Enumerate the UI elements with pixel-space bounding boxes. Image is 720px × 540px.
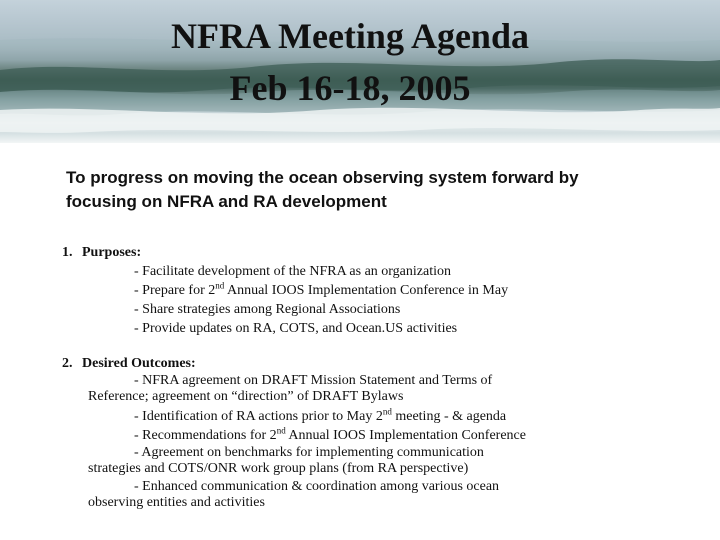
outcome-item: - NFRA agreement on DRAFT Mission Statement and Terms of Reference; agreement on “direction” of DRAFT Bylaws bbox=[88, 373, 493, 404]
agenda-goal-line-2: focusing on NFRA and RA development bbox=[66, 192, 387, 211]
agenda-goal bbox=[66, 166, 686, 214]
section-heading bbox=[62, 355, 702, 373]
section-title: Desired Outcomes: bbox=[82, 356, 196, 371]
section-title: Purposes: bbox=[82, 245, 142, 260]
purpose-item: - Share strategies among Regional Associations bbox=[134, 302, 401, 317]
meeting-dates: Feb 16-18, 2005 bbox=[229, 68, 471, 108]
purpose-item: - Provide updates on RA, COTS, and Ocean.US activities bbox=[134, 321, 458, 336]
section-number: 2. bbox=[62, 356, 73, 371]
agenda-goal-line-1: To progress on moving the ocean observing system forward by bbox=[66, 168, 579, 187]
section-heading bbox=[62, 244, 702, 262]
purpose-item: - Prepare for 2nd Annual IOOS Implementation Conference in May bbox=[134, 280, 509, 298]
outcome-item: - Identification of RA actions prior to May 2nd meeting - & agenda bbox=[134, 406, 507, 424]
purpose-item: - Facilitate development of the NFRA as an organization bbox=[134, 264, 451, 279]
outcome-item: - Agreement on benchmarks for implementing communication strategies and COTS/ONR work group plans (from RA perspective) bbox=[88, 445, 484, 476]
purposes-section bbox=[62, 244, 702, 338]
ocean-wave-banner bbox=[0, 0, 720, 143]
page-title: NFRA Meeting Agenda bbox=[171, 16, 529, 56]
outcome-item: - Recommendations for 2nd Annual IOOS Implementation Conference bbox=[134, 425, 526, 443]
section-number: 1. bbox=[62, 245, 73, 260]
desired-outcomes-section bbox=[62, 355, 702, 513]
outcome-item: - Enhanced communication & coordination among various ocean observing entities and activities bbox=[88, 479, 500, 510]
